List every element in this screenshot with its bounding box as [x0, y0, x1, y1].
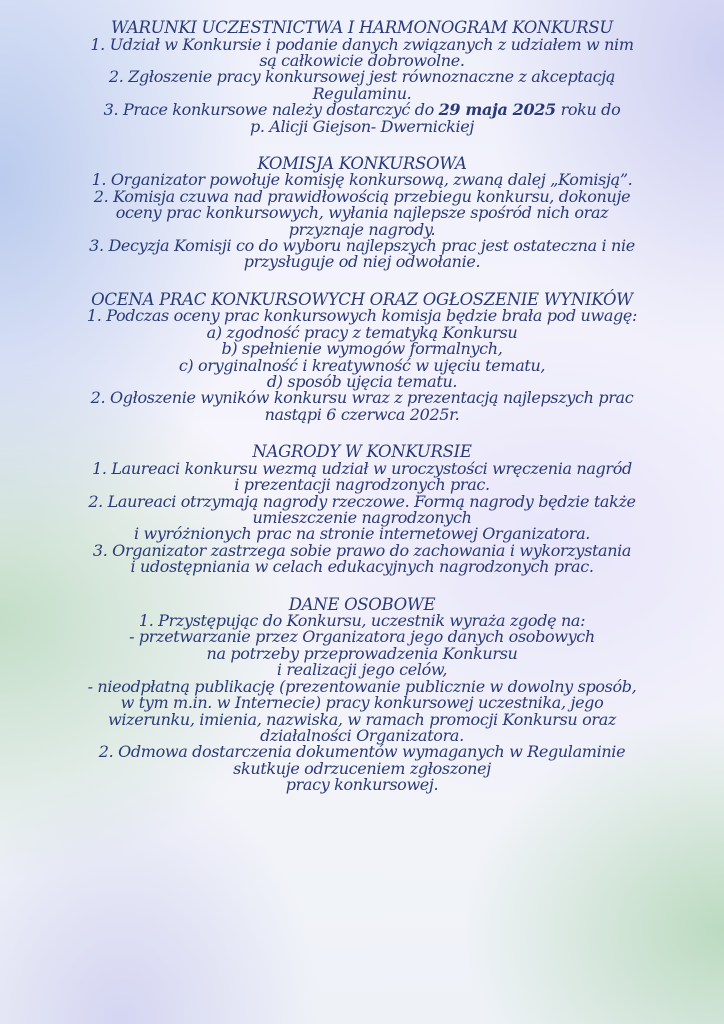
- section-heading: KOMISJA KONKURSOWA: [257, 153, 467, 173]
- criteria-item: c) oryginalność i kreatywność w ujęciu tematu,: [178, 355, 546, 375]
- text-line: wizerunku, imienia, nazwiska, w ramach promocji Konkursu oraz: [108, 709, 616, 729]
- text-line: przysługuje od niej odwołanie.: [243, 252, 481, 272]
- section-heading: DANE OSOBOWE: [288, 594, 436, 614]
- deadline-text-after: roku do: [555, 100, 621, 120]
- text-line: są całkowicie dobrowolne.: [259, 50, 465, 70]
- criteria-item: a) zgodność pracy z tematyką Konkursu: [206, 322, 518, 342]
- text-line: przyznaje nagrody.: [288, 219, 436, 239]
- text-line: 2. Komisja czuwa nad prawidłowością przebiegu konkursu, dokonuje: [93, 186, 631, 206]
- text-line: Regulaminu.: [312, 83, 412, 103]
- text-line: 1. Organizator powołuje komisję konkursową, zwaną dalej „Komisją”.: [91, 170, 633, 190]
- section-heading: WARUNKI UCZESTNICTWA I HARMONOGRAM KONKURSU: [111, 18, 613, 37]
- section-warunki-uczestnictwa: [0, 20, 724, 135]
- text-line: 1. Laureaci konkursu wezmą udział w uroczystości wręczenia nagród: [92, 458, 632, 478]
- section-heading: NAGRODY W KONKURSIE: [252, 442, 472, 462]
- text-line: na potrzeby przeprowadzenia Konkursu: [206, 643, 518, 663]
- text-line: 1. Przystępując do Konkursu, uczestnik wyraża zgodę na:: [138, 611, 586, 631]
- section-nagrody: [0, 444, 724, 575]
- text-line: 3. Decyzja Komisji co do wyboru najlepszych prac jest ostateczna i nie: [89, 236, 635, 256]
- section-komisja-konkursowa: [0, 153, 724, 272]
- text-line: 2. Laureaci otrzymają nagrody rzeczowe. Formą nagrody będzie także: [88, 491, 636, 511]
- text-line: w tym m.in. w Internecie) pracy konkursowej uczestnika, jego: [120, 693, 604, 713]
- text-line: 2. Odmowa dostarczenia dokumentów wymaganych w Regulaminie: [98, 742, 626, 762]
- regulations-document: [0, 20, 724, 815]
- criteria-item: b) spełnienie wymogów formalnych,: [221, 339, 503, 359]
- text-line: i prezentacji nagrodzonych prac.: [234, 475, 490, 495]
- text-line: oceny prac konkursowych, wyłania najlepsze spośród nich oraz: [115, 203, 609, 223]
- criteria-item: d) sposób ujęcia tematu.: [266, 372, 458, 391]
- deadline-text-before: 3. Prace konkursowe należy dostarczyć do: [103, 100, 439, 120]
- text-line: 2. Ogłoszenie wyników konkursu wraz z prezentacją najlepszych prac: [90, 388, 634, 408]
- text-line: umieszczenie nagrodzonych: [252, 507, 472, 527]
- text-line: 2. Zgłoszenie pracy konkursowej jest równoznaczne z akceptacją: [108, 67, 616, 87]
- text-line: 3. Organizator zastrzega sobie prawo do zachowania i wykorzystania: [92, 540, 632, 560]
- text-line: skutkuje odrzuceniem zgłoszonej: [233, 758, 491, 778]
- section-heading: OCENA PRAC KONKURSOWYCH ORAZ OGŁOSZENIE WYNIKÓW: [91, 289, 633, 309]
- text-line: i wyróżnionych prac na stronie internetowej Organizatora.: [133, 524, 591, 544]
- section-ocena-prac: [0, 289, 724, 424]
- text-line: pracy konkursowej.: [285, 775, 439, 795]
- text-line: p. Alicji Giejson- Dwernickiej: [249, 116, 475, 136]
- deadline-date: 29 maja 2025: [438, 100, 556, 120]
- text-line: i realizacji jego celów,: [276, 660, 448, 680]
- text-line: - nieodpłatną publikację (prezentowanie publicznie w dowolny sposób,: [87, 676, 637, 696]
- text-line: i udostępniania w celach edukacyjnych nagrodzonych prac.: [130, 557, 594, 577]
- text-line: 1. Podczas oceny prac konkursowych komisja będzie brała pod uwagę:: [86, 306, 638, 326]
- text-line: działalności Organizatora.: [260, 725, 464, 745]
- text-line: - przetwarzanie przez Organizatora jego danych osobowych: [129, 627, 595, 647]
- text-line: nastąpi 6 czerwca 2025r.: [264, 404, 460, 424]
- section-dane-osobowe: [0, 594, 724, 795]
- text-line: 1. Udział w Konkursie i podanie danych związanych z udziałem w nim: [90, 34, 634, 54]
